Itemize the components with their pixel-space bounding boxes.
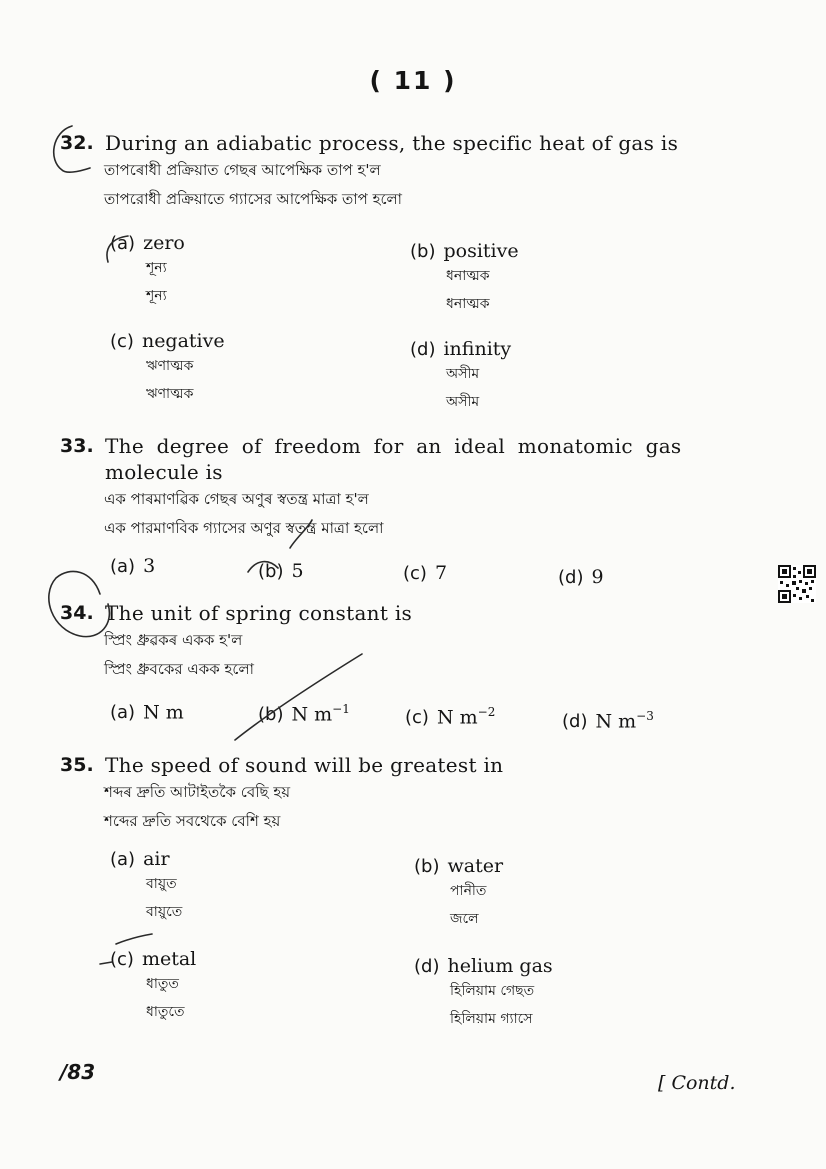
tick-mark-33b (248, 562, 278, 572)
question-number: 34. (60, 602, 94, 624)
option-32-c: (c) negative ঋণাত্মক ঋণাত্মক (110, 330, 225, 402)
question-number: 35. (60, 754, 94, 776)
option-33-d: (d) 9 (558, 566, 604, 588)
stroke-mark-33 (290, 520, 312, 548)
option-33-a: (a) 3 (110, 555, 156, 577)
question-text-continued: molecule is (105, 460, 223, 484)
question-text-bengali: স্প্রিং ধ্রুবকের একক হলো (104, 660, 254, 678)
option-33-b: (b) 5 (258, 560, 304, 582)
option-34-d: (d) N $m^{-3}$ (562, 709, 654, 733)
option-34-b: (b) N $m^{-1}$ (258, 702, 350, 726)
question-text-bengali: এক পারমাণবিক গ্যাসের অণুর স্বতন্ত্র মাত্রা হলো (104, 519, 384, 537)
paper-code: /83 (60, 1060, 96, 1084)
question-text-bengali: শব্দের দ্রুতি সবথেকে বেশি হয় (104, 812, 281, 830)
option-32-b: (b) positive ধনাত্মক ধনাত্মক (410, 240, 519, 312)
question-text-assamese: স্প্ৰিং ধ্ৰুৱকৰ একক হ'ল (104, 631, 243, 649)
question-text: During an adiabatic process, the specific heat of gas is (105, 131, 679, 155)
circle-mark-32 (54, 126, 90, 172)
question-text: The degree of freedom for an ideal monatomic gas (105, 434, 682, 458)
dash-mark-35c (100, 962, 112, 964)
option-35-c: (c) metal ধাতুত ধাতুতে (110, 948, 197, 1020)
option-35-d: (d) helium gas হিলিয়াম গেছত হিলিয়াম গ্যাসে (414, 955, 553, 1027)
slash-mark-34b (235, 654, 362, 740)
tick-mark-35c (116, 934, 152, 944)
option-35-b: (b) water পানীত জলে (414, 855, 504, 927)
question-text-assamese: শব্দৰ দ্ৰুতি আটাইতকৈ বেছি হয় (104, 783, 291, 801)
circle-mark-34 (49, 571, 110, 636)
option-33-c: (c) 7 (403, 562, 448, 584)
question-text: The unit of spring constant is (105, 601, 413, 625)
option-35-a: (a) air বায়ুত বায়ুতে (110, 848, 183, 920)
question-number: 33. (60, 435, 94, 457)
option-34-c: (c) N $m^{-2}$ (405, 705, 496, 729)
question-number: 32. (60, 132, 94, 154)
question-text: The speed of sound will be greatest in (105, 753, 504, 777)
continued-label: [ Contd. (658, 1072, 736, 1094)
question-text-assamese: এক পাৰমাণৱিক গেছৰ অণুৰ স্বতন্ত্ৰ মাত্ৰা হ'ল (104, 490, 369, 508)
option-34-a: (a) N m (110, 701, 184, 724)
tick-mark-32a (107, 236, 128, 262)
option-32-d: (d) infinity অসীম অসীম (410, 338, 512, 410)
question-text-assamese: তাপৰোধী প্ৰক্ৰিয়াত গেছৰ আপেক্ষিক তাপ হ'ল (104, 161, 381, 179)
page-number: ( 11 ) (369, 66, 457, 95)
question-text-bengali: তাপরোধী প্রক্রিয়াতে গ্যাসের আপেক্ষিক তাপ হলো (104, 190, 403, 208)
option-32-a: (a) zero শূন্য শূন্য (110, 232, 185, 304)
